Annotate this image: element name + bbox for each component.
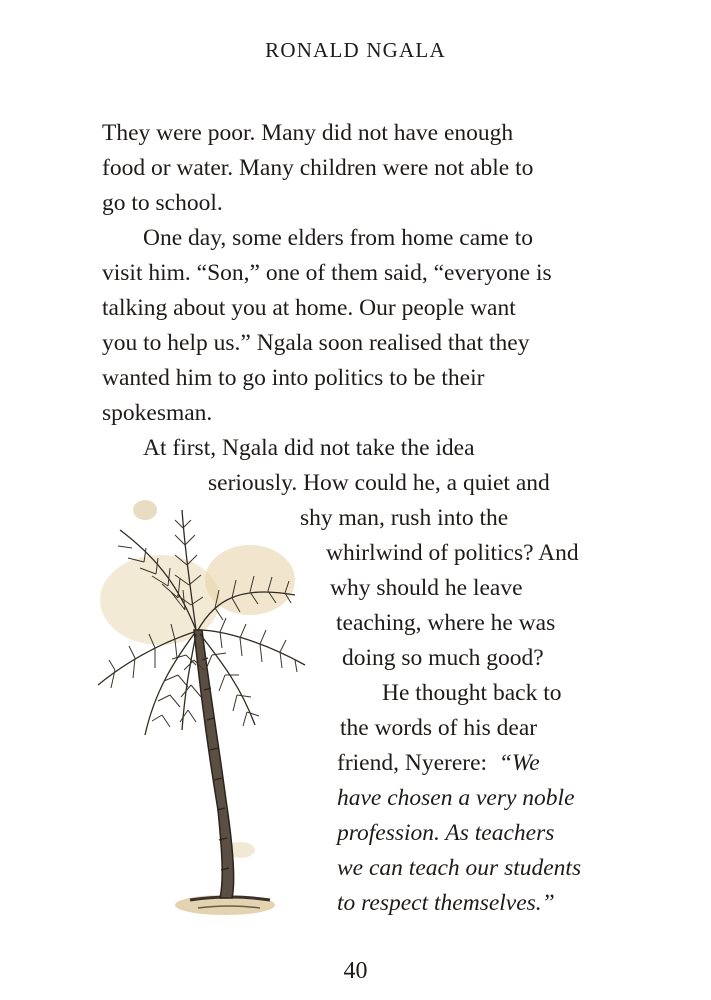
text-line: At first, Ngala did not take the idea: [143, 435, 475, 461]
text-line: One day, some elders from home came to: [143, 225, 534, 251]
text-line: talking about you at home. Our people want: [102, 295, 516, 321]
text-line: why should he leave: [330, 575, 523, 601]
text-line: seriously. How could he, a quiet and: [208, 470, 550, 496]
text-line: teaching, where he was: [336, 610, 556, 636]
text-line: you to help us.” Ngala soon realised that they: [102, 330, 530, 356]
quote-line: to respect themselves.”: [337, 890, 555, 916]
text-line: spokesman.: [102, 400, 213, 426]
text-line: food or water. Many children were not able to: [102, 155, 534, 181]
text-line: whirlwind of politics? And: [326, 540, 579, 566]
text-line: the words of his dear: [340, 715, 538, 741]
palm-tree-icon: [90, 490, 330, 930]
quote-fragment: “We: [498, 750, 540, 776]
text-line: visit him. “Son,” one of them said, “everyone is: [102, 260, 552, 286]
text-line: wanted him to go into politics to be their: [102, 365, 485, 391]
text-line: [337, 746, 540, 780]
quote-line: we can teach our students: [337, 855, 582, 881]
text-fragment: friend, Nyerere:: [337, 750, 488, 776]
text-line: They were poor. Many did not have enough: [102, 120, 514, 146]
quote-line: have chosen a very noble: [337, 785, 575, 811]
text-line: go to school.: [102, 190, 223, 216]
running-head: RONALD NGALA: [265, 38, 446, 62]
page-number: 40: [343, 958, 368, 984]
text-line: doing so much good?: [342, 645, 544, 671]
quote-line: profession. As teachers: [337, 820, 555, 846]
text-line: shy man, rush into the: [300, 505, 509, 531]
text-line: He thought back to: [382, 680, 562, 706]
